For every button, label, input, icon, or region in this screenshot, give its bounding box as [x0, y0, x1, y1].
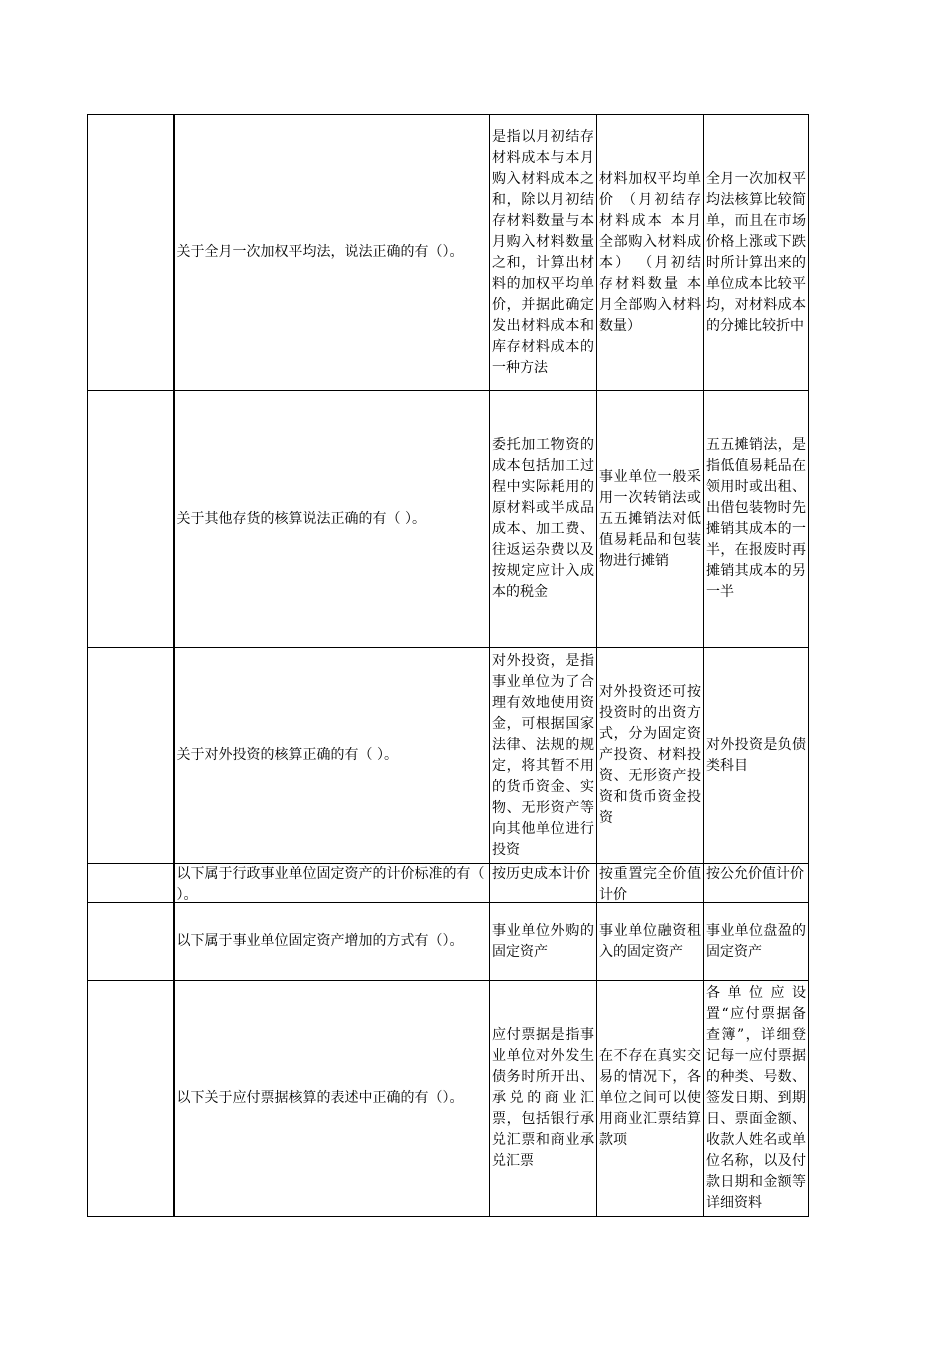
row-number-cell [88, 648, 174, 864]
option-b-cell [597, 981, 704, 1217]
row-number-cell [88, 115, 174, 391]
option-a-cell [490, 648, 597, 864]
row-number-cell [88, 903, 174, 981]
option-c-cell [704, 903, 809, 981]
question-cell [174, 648, 490, 864]
option-c-text: 事业单位盘盈的固定资产 [706, 922, 806, 960]
option-a-cell [490, 864, 597, 903]
option-c-text: 对外投资是负债类科目 [706, 736, 806, 774]
table-row [88, 981, 809, 1217]
option-a-text: 事业单位外购的固定资产 [492, 922, 594, 960]
question-text: 以下关于应付票据核算的表述中正确的有（）。 [176, 1090, 464, 1106]
option-a-text: 应付票据是指事业单位对外发生债务时所开出、承兑的商业汇票，包括银行承兑汇票和商业承兑汇票 [492, 1027, 594, 1169]
table-row [88, 115, 809, 391]
question-cell [174, 903, 490, 981]
option-a-text: 对外投资，是指事业单位为了合理有效地使用资金，可根据国家法律、法规的规定，将其暂不用的货币资金、实物、无形资产等向其他单位进行投资 [492, 652, 594, 858]
table-row [88, 903, 809, 981]
row-number-cell [88, 391, 174, 648]
option-b-cell [597, 864, 704, 903]
option-c-cell [704, 391, 809, 648]
table-row [88, 864, 809, 903]
row-number-cell [88, 981, 174, 1217]
option-b-text: 在不存在真实交易的情况下，各单位之间可以使用商业汇票结算款项 [599, 1048, 701, 1148]
option-c-cell [704, 981, 809, 1217]
option-c-cell [704, 864, 809, 903]
option-c-text: 按公允价值计价 [706, 866, 804, 882]
option-b-cell [597, 115, 704, 391]
option-a-text: 按历史成本计价 [492, 866, 590, 882]
row-number-cell [88, 864, 174, 903]
option-b-cell [597, 903, 704, 981]
question-cell [174, 981, 490, 1217]
option-b-text: 材料加权平均单价 （月初结存材料成本 本月全部购入材料成本） （月初结存材料数量 本月全部购入材料数量） [599, 170, 701, 334]
option-a-text: 委托加工物资的成本包括加工过程中实际耗用的原材料或半成品成本、加工费、往返运杂费以及按规定应计入成本的税金 [492, 437, 594, 600]
option-b-cell [597, 648, 704, 864]
option-a-cell [490, 981, 597, 1217]
option-b-text: 事业单位融资租入的固定资产 [599, 922, 701, 960]
table-row [88, 391, 809, 648]
question-cell [174, 115, 490, 391]
option-b-text: 按重置完全价值计价 [599, 866, 701, 902]
question-text: 关于其他存货的核算说法正确的有（ ）。 [176, 510, 426, 527]
option-a-text: 是指以月初结存材料成本与本月购入材料成本之和，除以月初结存材料数量与本月购入材料数量之和，计算出材料的加权平均单价，并据此确定发出材料成本和库存材料成本的一种方法 [492, 128, 594, 376]
table-row [88, 648, 809, 864]
option-a-cell [490, 115, 597, 391]
option-a-cell [490, 903, 597, 981]
option-c-text: 各单位应设置“应付票据备查簿”，详细登记每一应付票据的种类、号数、签发日期、到期日、票面金额、收款人姓名或单位名称，以及付款日期和金额等详细资料 [706, 985, 806, 1211]
question-cell [174, 864, 490, 903]
option-b-text: 对外投资还可按投资时的出资方式，分为固定资产投资、材料投资、无形资产投资和货币资金投资 [599, 684, 701, 826]
option-b-cell [597, 391, 704, 648]
option-c-cell [704, 115, 809, 391]
question-text: 以下属于事业单位固定资产增加的方式有（）。 [176, 933, 464, 949]
option-c-text: 五五摊销法，是指低值易耗品在领用时或出租、出借包装物时先摊销其成本的一半，在报废时再摊销其成本的另一半 [706, 437, 806, 600]
question-table [87, 114, 809, 1217]
question-text: 关于对外投资的核算正确的有（ ）。 [176, 747, 398, 763]
question-cell [174, 391, 490, 648]
option-c-text: 全月一次加权平均法核算比较简单，而且在市场价格上涨或下跌时所计算出来的单位成本比较平均，对材料成本的分摊比较折中 [706, 170, 806, 334]
question-text: 关于全月一次加权平均法，说法正确的有（）。 [176, 244, 464, 260]
question-text: 以下属于行政事业单位固定资产的计价标准的有（ ）。 [176, 866, 485, 902]
option-b-text: 事业单位一般采用一次转销法或五五摊销法对低值易耗品和包装物进行摊销 [599, 468, 701, 569]
option-a-cell [490, 391, 597, 648]
option-c-cell [704, 648, 809, 864]
